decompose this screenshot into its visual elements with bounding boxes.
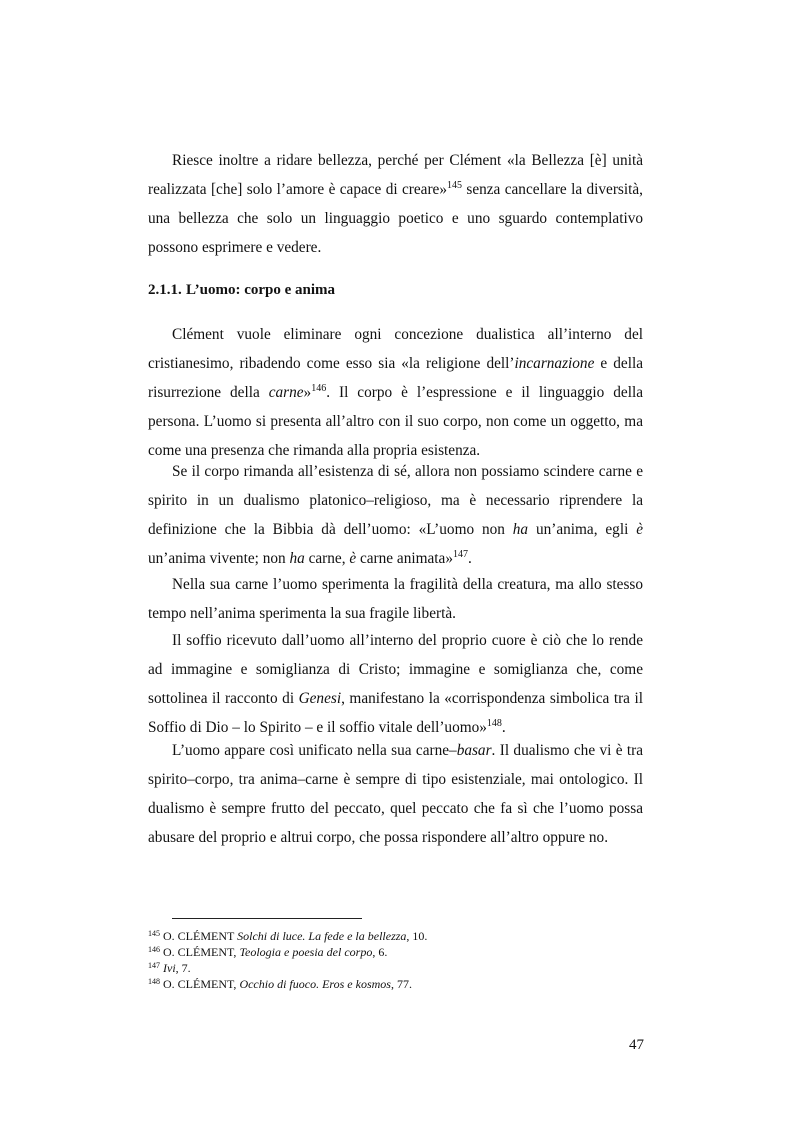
- footnote-author: O. CLÉMENT,: [163, 977, 240, 991]
- p5-text-3: .: [501, 719, 506, 736]
- p6-emphasis-1: basar: [456, 742, 492, 759]
- footnote-separator: [172, 918, 362, 919]
- footnote-number: 148: [148, 977, 160, 986]
- footnote-ref-145[interactable]: 145: [447, 180, 462, 191]
- footnote-146: [148, 944, 643, 960]
- footnote-ref-148[interactable]: 148: [486, 718, 502, 729]
- footnote-page: , 7.: [175, 961, 191, 975]
- p3-text-2: un’anima, egli: [528, 521, 637, 538]
- footnote-145: [148, 928, 643, 944]
- section-title: L’uomo: corpo e anima: [186, 282, 336, 298]
- p3-text-4: carne,: [304, 550, 350, 567]
- footnote-title: Teologia e poesia del corpo: [239, 945, 373, 959]
- p3-text-6: .: [467, 550, 472, 567]
- footnote-number: 146: [148, 945, 160, 954]
- paragraph-6: [148, 736, 643, 852]
- p5-emphasis-1: Genesi: [298, 690, 342, 707]
- paragraph-4: [148, 570, 643, 628]
- footnotes: [148, 928, 643, 992]
- footnote-author: O. CLÉMENT: [163, 929, 238, 943]
- paragraph-1: [148, 146, 643, 262]
- p1-text-1: Riesce inoltre a ridare bellezza, perché per Clément «la Bellezza [è] unità realizzata [che] solo l’amore è capace di creare»: [148, 152, 643, 198]
- p5-text-1: Il soffio ricevuto dall’uomo all’interno del proprio cuore è ciò che lo rende ad immagine e somiglianza di Cristo; immagine e somiglianza che, come sottolinea il racconto di: [148, 632, 643, 707]
- footnote-title: Ivi: [163, 961, 176, 975]
- paragraph-5: [148, 626, 643, 742]
- footnote-ref-147[interactable]: 147: [452, 549, 468, 560]
- p2-text-1: Clément vuole eliminare ogni concezione dualistica all’interno del cristianesimo, ribadendo come esso sia «la religione dell’: [148, 326, 643, 372]
- p3-emphasis-2: è: [636, 521, 643, 538]
- footnote-page: , 77.: [390, 977, 412, 991]
- page-number: 47: [629, 1037, 644, 1053]
- footnote-number: 145: [148, 929, 160, 938]
- p1-text-2: senza cancellare la diversità, una bellezza che solo un linguaggio poetico e uno sguardo contemplativo possono esprimere e vedere.: [148, 181, 643, 256]
- p3-text-5: carne animata»: [356, 550, 453, 567]
- p6-text-1: L’uomo appare così unificato nella sua carne–: [172, 742, 457, 759]
- footnote-147: [148, 960, 643, 976]
- paragraph-3: [148, 457, 643, 573]
- p2-emphasis-1: incarnazione: [514, 355, 595, 372]
- p3-text-3: un’anima vivente; non: [148, 550, 290, 567]
- p3-emphasis-3: ha: [289, 550, 305, 567]
- footnote-title: Solchi di luce. La fede e la bellezza: [237, 929, 407, 943]
- p2-text-2: e della risurrezione della: [148, 355, 643, 401]
- p3-emphasis-1: ha: [512, 521, 529, 538]
- p3-emphasis-4: è: [349, 550, 357, 567]
- p2-text-3: »: [303, 384, 312, 401]
- footnote-title: Occhio di fuoco. Eros e kosmos: [239, 977, 391, 991]
- p5-text-2: , manifestano la «corrispondenza simbolica tra il Soffio di Dio – lo Spirito – e il soffio vitale dell’uomo»: [148, 690, 643, 736]
- p2-emphasis-2: carne: [268, 384, 304, 401]
- p6-text-2: . Il dualismo che vi è tra spirito–corpo, tra anima–carne è sempre di tipo esistenziale, mai ontologico. Il dualismo è sempre frutto del peccato, quel peccato che fa sì che l’uomo possa abusare del proprio e altrui corpo, che possa rispondere all’altro oppure no.: [148, 742, 644, 846]
- footnote-page: , 6.: [372, 945, 388, 959]
- footnote-148: [148, 976, 643, 992]
- p2-text-4: . Il corpo è l’espressione e il linguaggio della persona. L’uomo si presenta all’altro con il suo corpo, non come un oggetto, ma come una presenza che rimanda alla propria esistenza.: [148, 384, 643, 459]
- section-heading: [148, 282, 335, 299]
- section-number: 2.1.1.: [148, 282, 182, 298]
- footnote-author: O. CLÉMENT,: [163, 945, 240, 959]
- paragraph-2: [148, 320, 643, 465]
- footnote-number: 147: [148, 961, 160, 970]
- p3-text-1: Se il corpo rimanda all’esistenza di sé, allora non possiamo scindere carne e spirito in un dualismo platonico–religioso, ma è necessario riprendere la definizione che la Bibbia dà dell’uomo: «L’uomo non: [148, 463, 643, 538]
- footnote-page: , 10.: [406, 929, 428, 943]
- footnote-ref-146[interactable]: 146: [311, 383, 327, 394]
- p4-text-1: Nella sua carne l’uomo sperimenta la fragilità della creatura, ma allo stesso tempo nell’anima sperimenta la sua fragile libertà.: [148, 576, 643, 622]
